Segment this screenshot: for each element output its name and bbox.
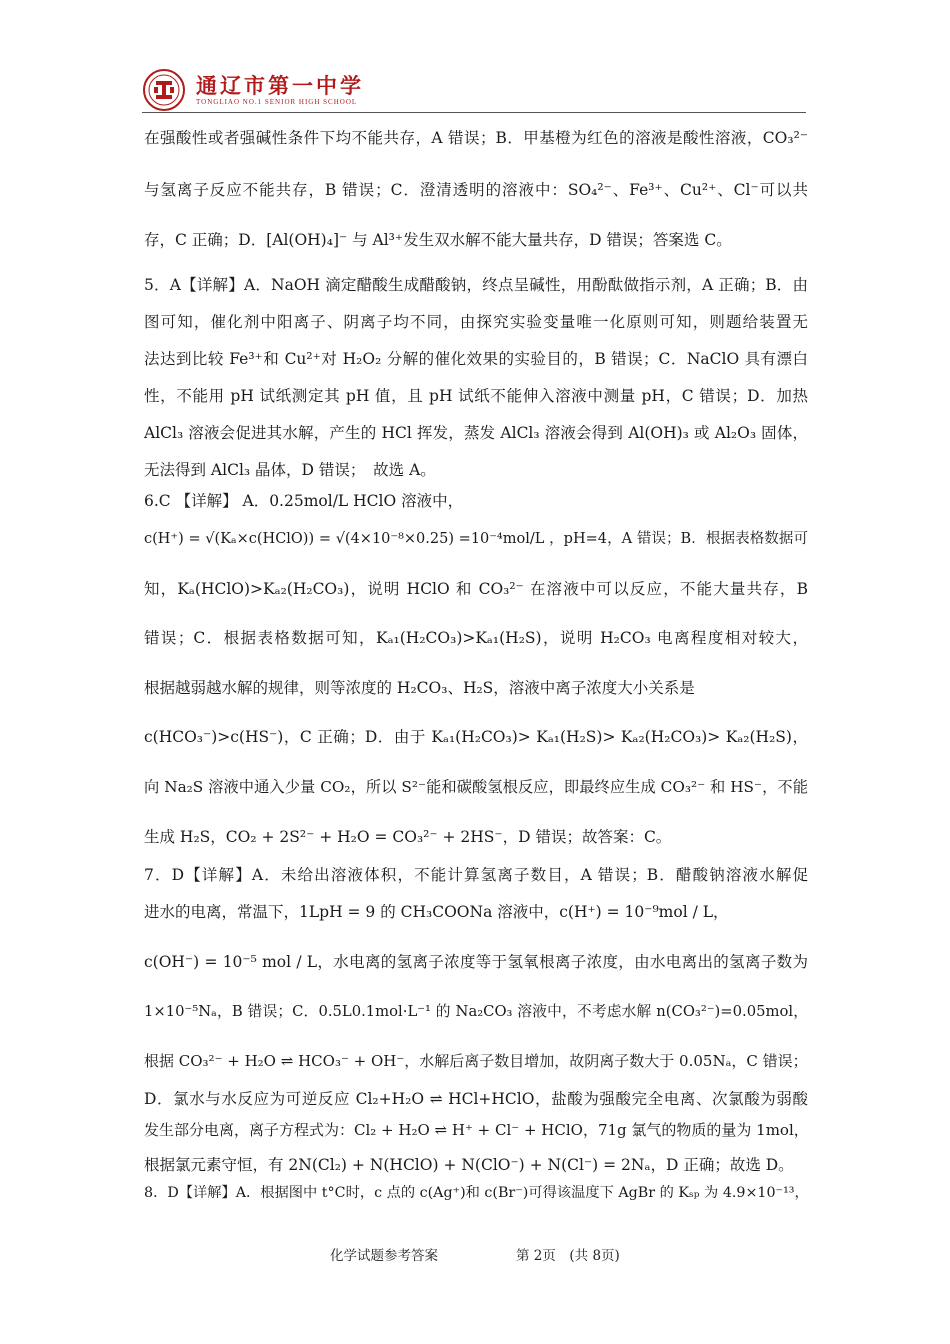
text-line: c(H⁺) = √(Kₐ×c(HClO)) = √(4×10⁻⁸×0.25) =10⁻⁴mol/L ，pH=4，A 错误；B．根据表格数据可 [144, 531, 808, 547]
school-name-en: TONGLIAO NO.1 SENIOR HIGH SCHOOL [196, 98, 358, 106]
text-line: 1×10⁻⁵Nₐ，B 错误；C．0.5L0.1mol·L⁻¹ 的 Na₂CO₃ 溶液中，不考虑水解 n(CO₃²⁻)=0.05mol， [144, 1003, 808, 1020]
header-rule [142, 112, 806, 113]
text-line: 7．D【详解】A．未给出溶液体积，不能计算氢离子数目，A 错误；B．醋酸钠溶液水解促 [144, 866, 808, 884]
text-line: 生成 H₂S，CO₂ + 2S²⁻ + H₂O = CO₃²⁻ + 2HS⁻，D 错误；故答案：C。 [144, 828, 672, 846]
text-line: 法达到比较 Fe³⁺和 Cu²⁺对 H₂O₂ 分解的催化效果的实验目的，B 错误；C．NaClO 具有漂白 [144, 350, 808, 368]
text-line: 根据 CO₃²⁻ + H₂O ⇌ HCO₃⁻ + OH⁻，水解后离子数目增加，故阴离子数大于 0.05Nₐ，C 错误； [144, 1052, 808, 1070]
page-header [142, 62, 806, 112]
text-line: 根据越弱越水解的规律，则等浓度的 H₂CO₃、H₂S，溶液中离子浓度大小关系是 [144, 679, 695, 697]
text-line: D．氯水与水反应为可逆反应 Cl₂+H₂O ⇌ HCl+HClO，盐酸为强酸完全电离、次氯酸为弱酸 [144, 1090, 808, 1108]
text-line: 无法得到 AlCl₃ 晶体，D 错误； 故选 A。 [144, 461, 436, 479]
text-line: AlCl₃ 溶液会促进其水解，产生的 HCl 挥发，蒸发 AlCl₃ 溶液会得到 Al(OH)₃ 或 Al₂O₃ 固体， [144, 424, 808, 442]
text-line: 根据氯元素守恒，有 2N(Cl₂) + N(HClO) + N(ClO⁻) + N(Cl⁻) = 2Nₐ，D 正确；故选 D。 [144, 1156, 794, 1174]
text-line: 6.C 【详解】 A．0.25mol/L HClO 溶液中， [144, 492, 464, 510]
text-line: 与氢离子反应不能共存，B 错误；C．澄清透明的溶液中：SO₄²⁻、Fe³⁺、Cu²⁺、Cl⁻可以共 [144, 181, 808, 199]
page-number: 第 2页 (共 8页) [516, 1248, 620, 1264]
text-line: c(OH⁻) = 10⁻⁵ mol / L，水电离的氢离子浓度等于氢氧根离子浓度，由水电离出的氢离子数为 [144, 953, 808, 971]
school-logo-icon [142, 68, 186, 112]
text-line: 性，不能用 pH 试纸测定其 pH 值，且 pH 试纸不能伸入溶液中测量 pH，C 错误；D．加热 [144, 387, 808, 405]
text-line: 8．D【详解】A．根据图中 t°C时，c 点的 c(Ag⁺)和 c(Br⁻)可得该温度下 AgBr 的 Kₛₚ 为 4.9×10⁻¹³， [144, 1185, 809, 1201]
text-line: 5．A【详解】A．NaOH 滴定醋酸生成醋酸钠，终点呈碱性，用酚酞做指示剂，A 正确；B．由 [144, 276, 808, 294]
text-line: 存，C 正确；D．[Al(OH)₄]⁻ 与 Al³⁺发生双水解不能大量共存，D 错误；答案选 C。 [144, 231, 732, 249]
text-line: 发生部分电离，离子方程式为：Cl₂ + H₂O ⇌ H⁺ + Cl⁻ + HClO，71g 氯气的物质的量为 1mol， [144, 1121, 809, 1139]
text-line: 知，Kₐ(HClO)>Kₐ₂(H₂CO₃)，说明 HClO 和 CO₃²⁻ 在溶液中可以反应，不能大量共存，B [144, 580, 808, 598]
school-name-cn: 通辽市第一中学 [196, 74, 364, 98]
text-line: c(HCO₃⁻)>c(HS⁻)，C 正确；D．由于 Kₐ₁(H₂CO₃)> Kₐ₁(H₂S)> Kₐ₂(H₂CO₃)> Kₐ₂(H₂S)， [144, 728, 808, 746]
text-line: 图可知，催化剂中阳离子、阴离子均不同，由探究实验变量唯一化原则可知，则题给装置无 [144, 313, 808, 331]
text-line: 向 Na₂S 溶液中通入少量 CO₂，所以 S²⁻能和碳酸氢根反应，即最终应生成 CO₃²⁻ 和 HS⁻，不能 [144, 778, 808, 796]
footer-title: 化学试题参考答案 [330, 1248, 438, 1264]
text-line: 错误；C．根据表格数据可知，Kₐ₁(H₂CO₃)>Kₐ₁(H₂S)，说明 H₂CO₃ 电离程度相对较大， [144, 629, 808, 647]
text-line: 在强酸性或者强碱性条件下均不能共存，A 错误；B．甲基橙为红色的溶液是酸性溶液，CO₃²⁻ [144, 129, 808, 147]
text-line: 进水的电离，常温下，1LpH = 9 的 CH₃COONa 溶液中，c(H⁺) = 10⁻⁹mol / L， [144, 903, 729, 921]
